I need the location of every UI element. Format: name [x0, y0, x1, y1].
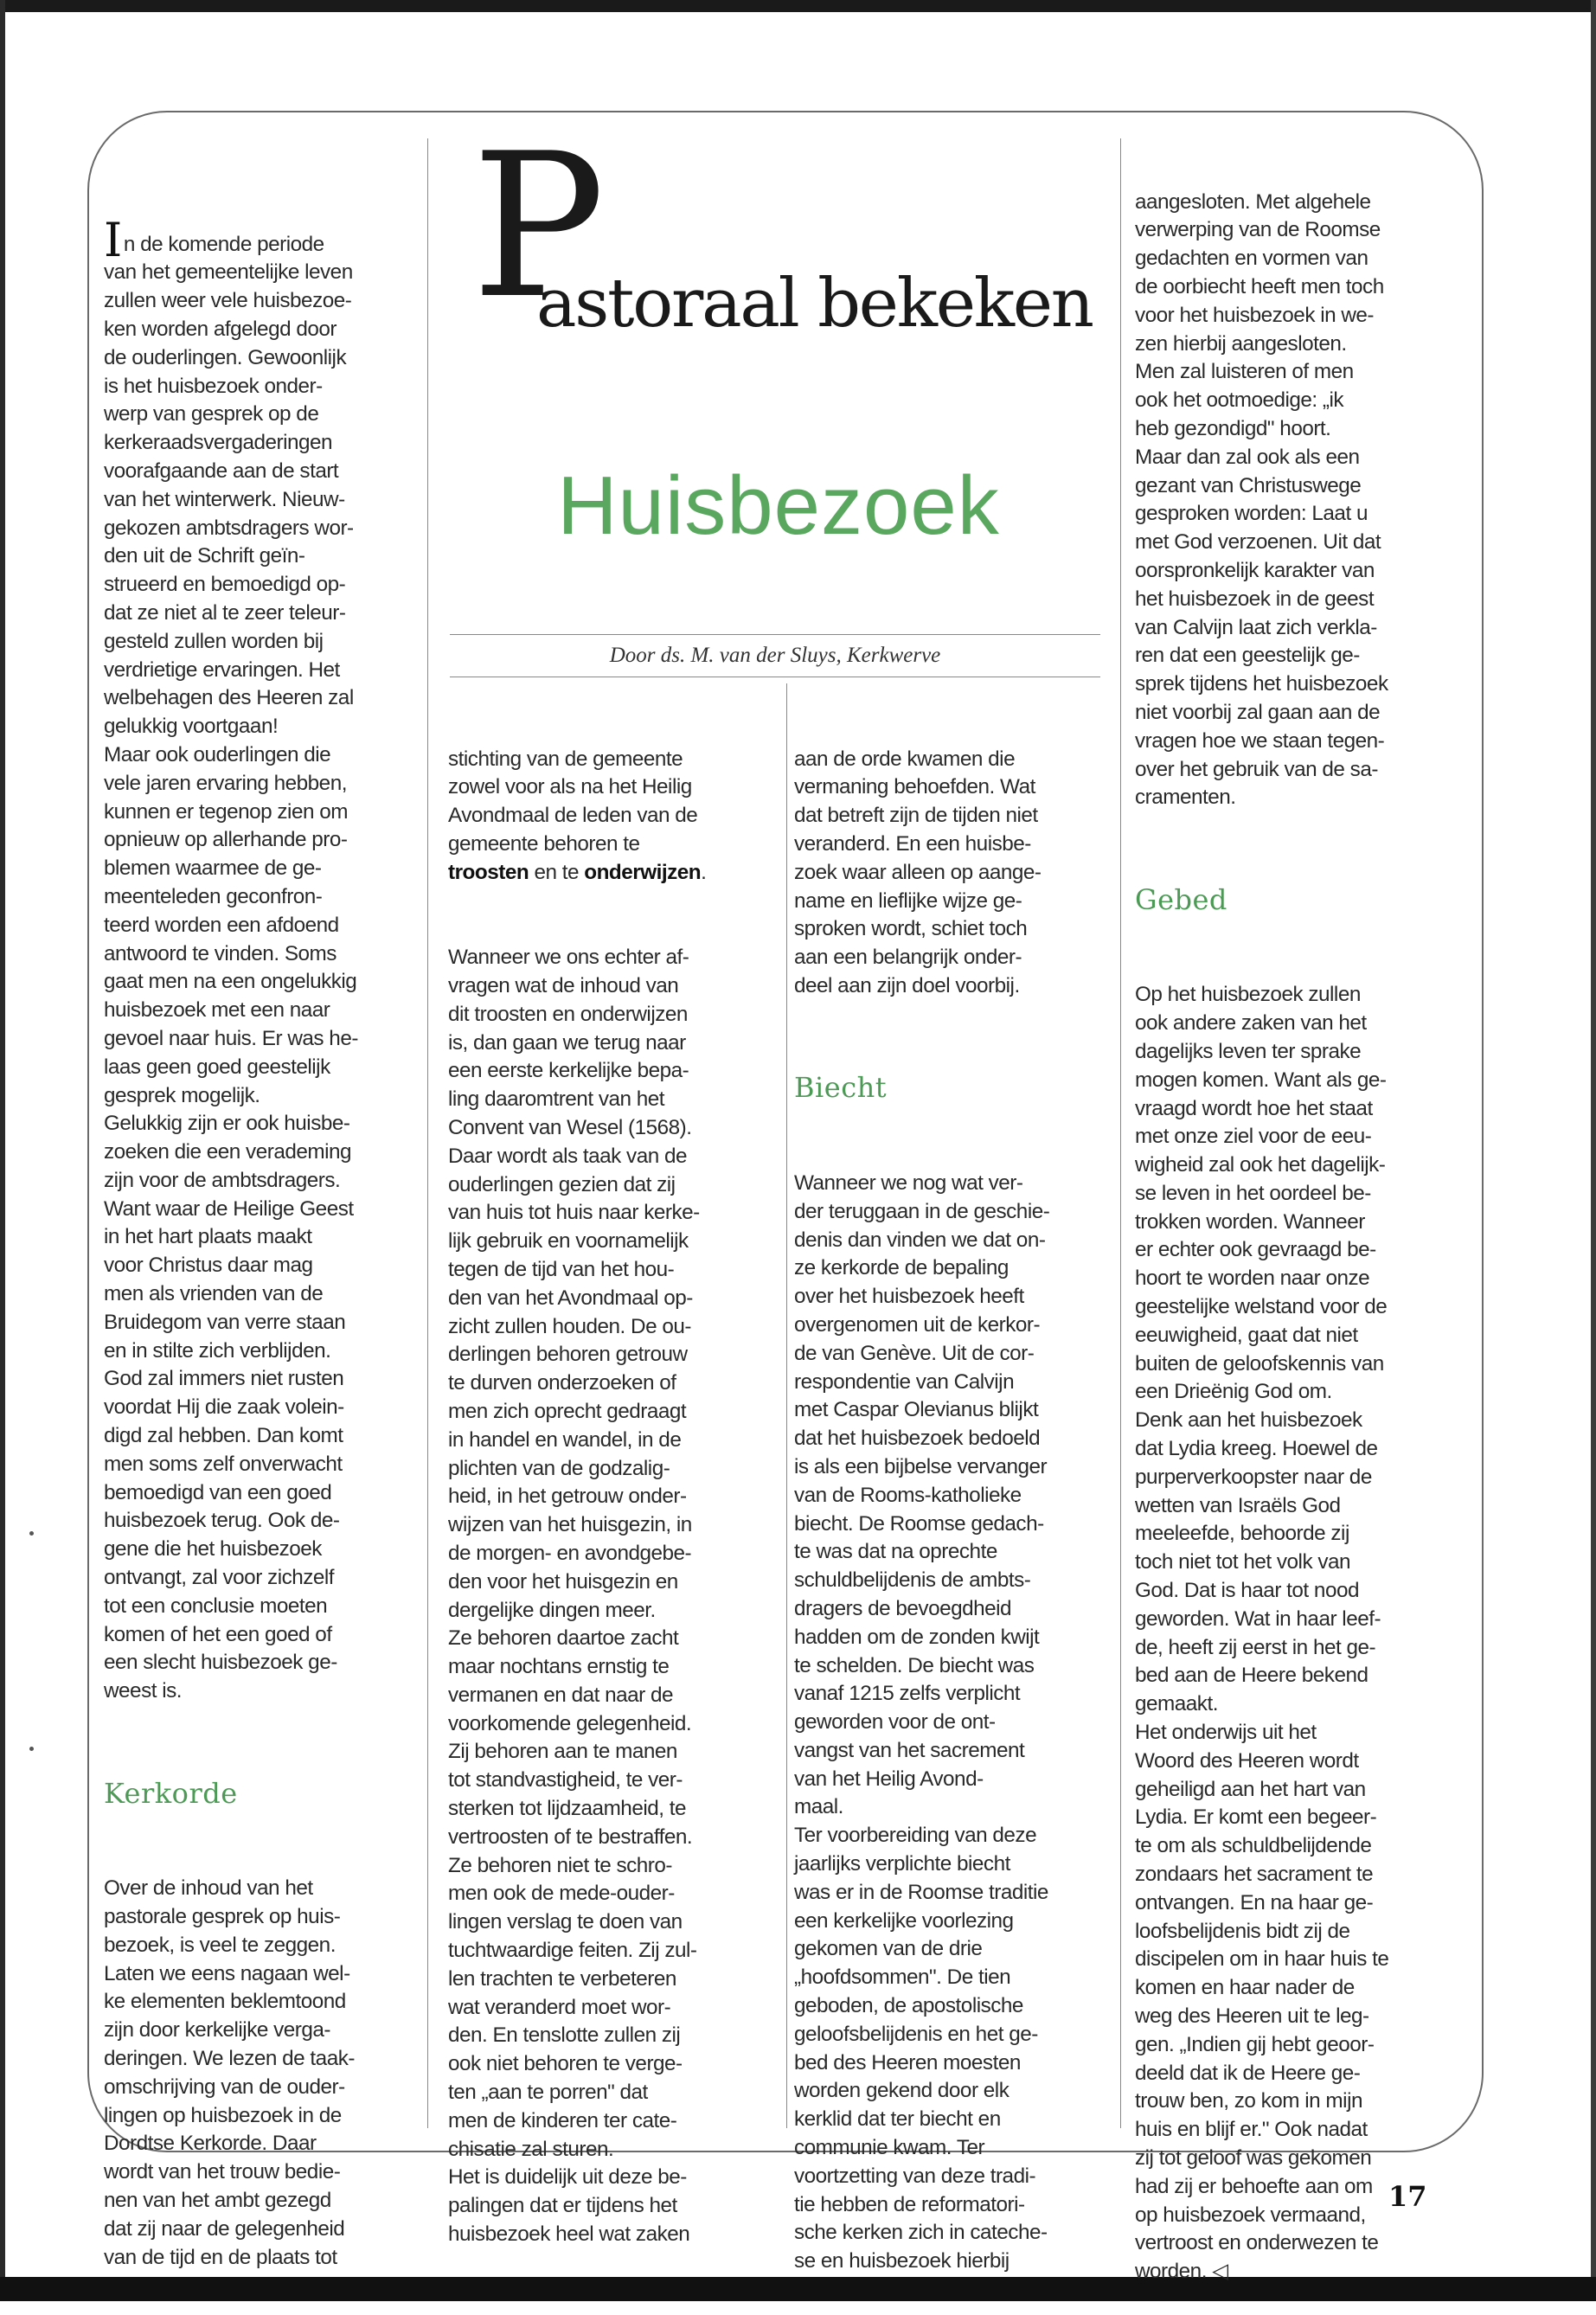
- column-divider-3: [1120, 138, 1121, 2128]
- heading-gebed: Gebed: [1135, 882, 1227, 916]
- column-1-paragraph-1: n de komende periode van het gemeentelijke leven zullen weer vele huisbezoe- ken worden afgelegd door de ouderlingen. Gewoonlijk is het huisbezoek onder- werp van gesprek op de kerkeraadsvergaderingen voorafgaande aan de start van het winterwerk. Nieuw- gekozen ambtsdragers wor- den uit de Schrift geïn- strueerd en bemoedigd op- dat ze niet al te zeer teleur- gesteld zullen worden bij verdrietige ervaringen. Het welbehagen des Heeren zal gelukkig voortgaan! Maar ook ouderlingen die vele jaren ervaring hebben, kunnen er tegenop zien om opnieuw op allerhande pro- blemen waarmee de ge- meenteleden geconfron- teerd worden een afdoend antwoord te vinden. Soms gaat men na een ongelukkig huisbezoek met een naar gevoel naar huis. Er was he- laas geen goed geestelijk gesprek mogelijk. Gelukkig zijn er ook huisbe- zoeken die een verademing zijn voor de ambtsdragers. Want waar de Heilige Geest in het hart plaats maakt voor Christus daar mag men als vrienden van de Bruidegom van verre staan en in stilte zich verblijden. God zal immers niet rusten voordat Hij die zaak volein- digd zal hebben. Dan komt men soms zelf onverwacht bemoedigd van een goed huisbezoek terug. Ook de- gene die het huisbezoek ontvangt, zal voor zichzelf tot een conclusie moeten komen of het een goed of een slecht huisbezoek ge- weest is.: [104, 232, 358, 1703]
- heading-kerkorde: Kerkorde: [104, 1776, 238, 1810]
- column-3-paragraph-2: Wanneer we nog wat ver- der teruggaan in de geschie- denis dan vinden we dat on- ze kerkorde de bepaling over het huisbezoek heeft overgenomen uit de kerkor- de van Genève. Uit de cor- respondentie van Calvijn met Caspar Olevianus blijkt dat het huisbezoek bedoeld is als een bijbelse vervanger van de Rooms-katholieke biecht. De Roomse gedach- te was dat na oprechte schuldbelijdenis de ambts- dragers de bevoegdheid hadden om de zonden kwijt te schelden. De biecht was vanaf 1215 zelfs verplicht geworden voor de ont- vangst van het sacrement van het Heilig Avond- maal. Ter voorbereiding van deze jaarlijks verplichte biecht was er in de Roomse traditie een kerkelijke voorlezing gekomen van de drie „hoofdsommen". De tien geboden, de apostolische geloofsbelijdenis en het ge- bed des Heeren moesten worden gekend door elk kerklid dat ter biecht en communie kwam. Ter voortzetting van deze tradi- tie hebben de reformatori- sche kerken zich in cateche- se en huisbezoek hierbij: [794, 1170, 1050, 2273]
- byline-rule-top: [450, 634, 1100, 635]
- heading-biecht: Biecht: [794, 1071, 888, 1105]
- column-4-paragraph-2: Op het huisbezoek zullen ook andere zaken van het dagelijks leven ter sprake mogen komen. Want als ge- vraagd wordt hoe het staat met onze ziel voor de eeu- wigheid zal ook het dagelijk- se leven in het oordeel be- trokken worden. Wanneer er echter ook gevraagd be- hoort te worden naar onze geestelijke welstand voor de eeuwigheid, gaat dat niet buiten de geloofskennis van een Drieënig God om. Denk aan het huisbezoek dat Lydia kreeg. Hoewel de purperverkoopster naar de wetten van Israëls God meeleefde, behoorde zij toch niet tot het volk van God. Dat is haar tot nood geworden. Wat in haar leef- de, heeft zij eerst in het ge- bed aan de Heere bekend gemaakt. Het onderwijs uit het Woord des Heeren wordt geheiligd aan het hart van Lydia. Er komt een begeer- te om als schuldbelijdende zondaars het sacrament te ontvangen. En na haar ge- loofsbelijdenis bidt zij de discipelen om in haar huis te komen en haar nader de weg des Heeren uit te leg- gen. „Indien gij hebt geoor- deeld dat ik de Heere ge- trouw ben, zo kom in mijn huis en blijf er." Ook nadat zij tot geloof was gekomen had zij er behoefte aan om op huisbezoek vermaand, vertroost en onderwezen te worden. ◁: [1135, 983, 1389, 2284]
- scan-mark: [29, 1747, 34, 1751]
- emphasis-troosten: troosten: [448, 860, 529, 884]
- column-3-paragraph-1: aan de orde kwamen die vermaning behoefden. Wat dat betreft zijn de tijden niet veranderd. En een huisbe- zoek waar alleen op aange- name en lieflijke wijze ge- sproken wordt, schiet toch aan een belangrijk onder- deel aan zijn doel voorbij.: [794, 747, 1042, 997]
- page-title: [450, 112, 1116, 379]
- scan-mark: [29, 1531, 34, 1536]
- column-1-paragraph-2: Over de inhoud van het pastorale gesprek op huis- bezoek, is veel te zeggen. Laten we eens nagaan wel- ke elementen beklemtoond zijn door kerkelijke verga- deringen. We lezen de taak- omschrijving van de ouder- lingen op huisbezoek in de Dordtse Kerkorde. Daar wordt van het trouw bedie- nen van het ambt gezegd dat zij naar de gelegenheid van de tijd en de plaats tot: [104, 1876, 355, 2269]
- article-subtitle: Huisbezoek: [557, 459, 1000, 552]
- title-initial: P: [471, 112, 600, 343]
- column-2-paragraph-2: Wanneer we ons echter af- vragen wat de inhoud van dit troosten en onderwijzen is, dan gaan we terug naar een eerste kerkelijke bepa- ling daaromtrent van het Convent van Wesel (1568). Daar wordt als taak van de ouderlingen gezien dat zij van huis tot huis naar kerke- lijk gebruik en voornamelijk tegen de tijd van het hou- den van het Avondmaal op- zicht zullen houden. De ou- derlingen behoren getrouw te durven onderzoeken of men zich oprecht gedraagt in handel en wandel, in de plichten van de godzalig- heid, in het getrouw onder- wijzen van het huisgezin, in de morgen- en avondgebe- den voor het huisgezin en dergelijke dingen meer. Ze behoren daartoe zacht maar nochtans ernstig te vermanen en dat naar de voorkomende gelegenheid. Zij behoren aan te manen tot standvastigheid, te ver- sterken tot lijdzaamheid, te vertroosten of te bestraffen. Ze behoren niet te schro- men ook de mede-ouder- lingen verslag te doen van tuchtwaardige feiten. Zij zul- len trachten te verbeteren wat veranderd moet wor- den. En tenslotte zullen zij ook niet behoren te verge- ten „aan te porren" dat men de kinderen ter cate- chisatie zal sturen. Het is duidelijk uit deze be- palingen dat er tijdens het huisbezoek heel wat zaken: [448, 946, 700, 2247]
- column-4: [1135, 131, 1472, 2315]
- emphasis-onderwijzen: onderwijzen: [584, 860, 702, 884]
- scan-edge-right: [1591, 0, 1596, 2301]
- dropcap: I: [104, 212, 122, 267]
- column-1: [104, 171, 420, 2300]
- byline: Door ds. M. van der Sluys, Kerkwerve: [609, 644, 941, 667]
- column-4-paragraph-1: aangesloten. Met algehele verwerping van de Roomse gedachten en vormen van de oorbiecht heeft men toch voor het huisbezoek in we- zen hierbij aangesloten. Men zal luisteren of men ook het ootmoedige: „ik heb gezondigd" hoort. Maar dan zal ook als een gezant van Christuswege gesproken worden: Laat u met God verzoenen. Uit dat oorspronkelijk karakter van het huisbezoek in de geest van Calvijn laat zich verkla- ren dat een geestelijk ge- sprek tijdens het huisbezoek niet voorbij zal gaan aan de vragen hoe we staan tegen- over het gebruik van de sa- cramenten.: [1135, 189, 1388, 810]
- scan-edge-left: [0, 0, 5, 2301]
- title-text: astoraal bekeken: [536, 265, 1093, 343]
- column-1-intro: [104, 212, 420, 1706]
- column-2-paragraph-1: stichting van de gemeente zowel voor als na het Heilig Avondmaal de leden van de gemeente behoren te troosten en te onderwijzen.: [448, 747, 707, 884]
- column-2: [448, 689, 777, 2278]
- column-3: [794, 689, 1114, 2305]
- scan-edge-top: [0, 0, 1596, 12]
- column-divider-2: [786, 683, 787, 2128]
- page-number: 17: [1388, 2180, 1427, 2213]
- column-divider-1: [427, 138, 428, 2128]
